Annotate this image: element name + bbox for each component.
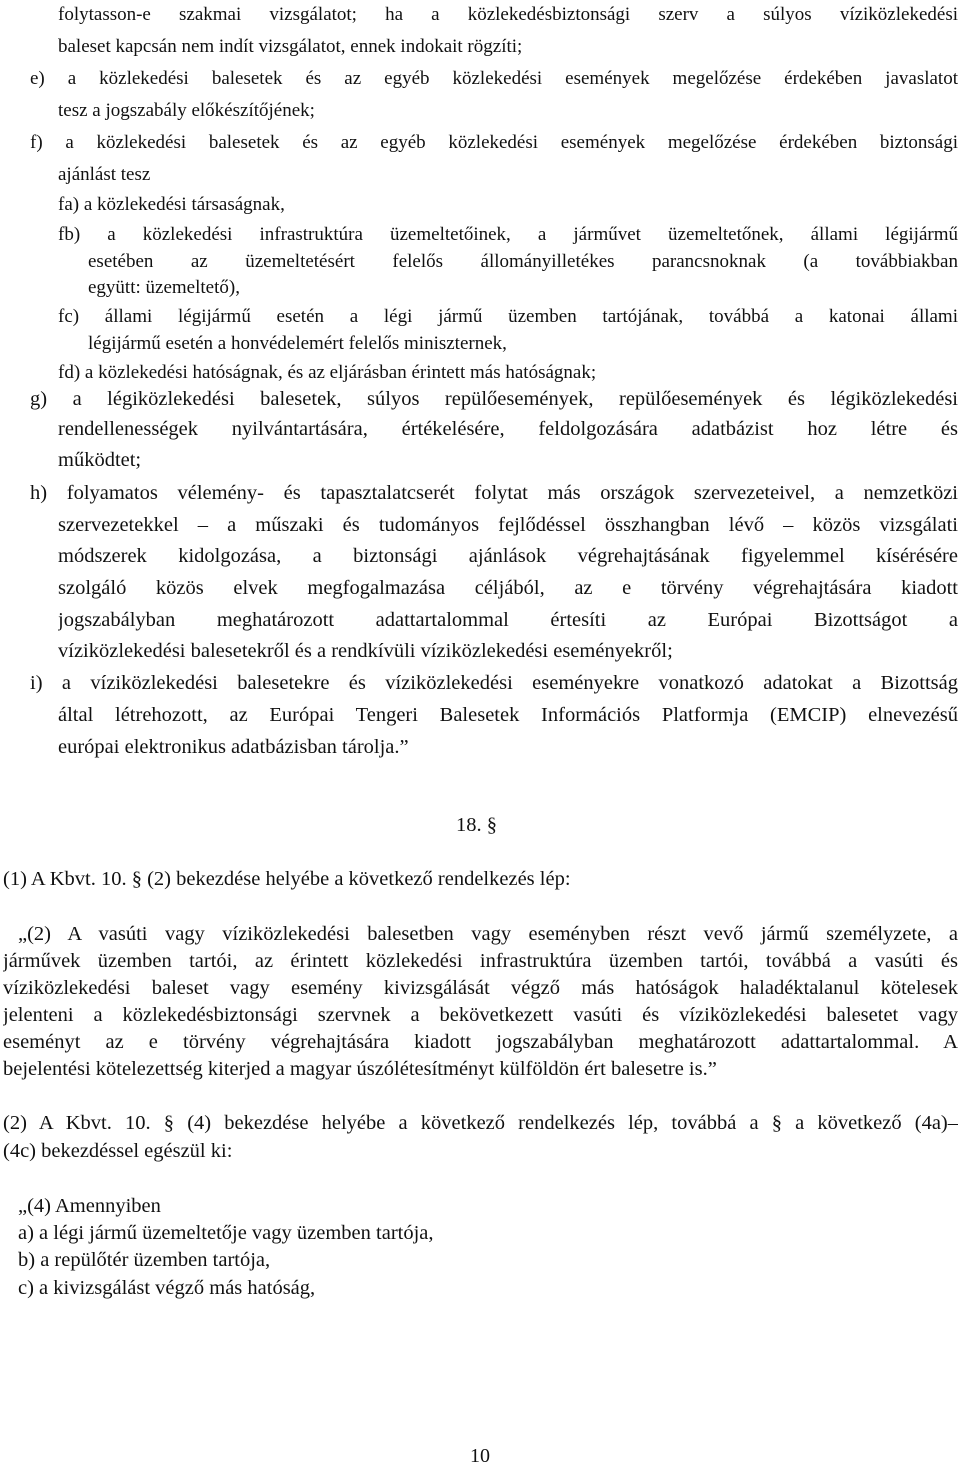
- text-line: ajánlást tesz: [58, 164, 151, 185]
- text-line: rendellenességek nyilvántartására, értékelésére, feldolgozására adatbázist hoz létre és: [58, 419, 958, 440]
- text-line: c) a kivizsgálást végző más hatóság,: [18, 1277, 316, 1299]
- text-line: (1) A Kbvt. 10. § (2) bekezdése helyébe a következő rendelkezés lép:: [3, 868, 571, 890]
- text-line: működtet;: [58, 449, 142, 471]
- text-line: járművek üzemben tartói, az érintett közlekedési infrastruktúra üzemben tartói, továbbá a vasúti és: [3, 951, 958, 972]
- text-line: fb) a közlekedési infrastruktúra üzemeltetőinek, a járművet üzemeltetőnek, állami légijármű: [58, 225, 958, 245]
- text-line: víziközlekedési balesetekről és a rendkívüli víziközlekedési eseményekről;: [58, 640, 673, 662]
- text-line: baleset kapcsán nem indít vizsgálatot, ennek indokait rögzíti;: [58, 36, 523, 57]
- text-line: g) a légiközlekedési balesetek, súlyos repülőesemények, repülőesemények és légiközlekedési: [30, 389, 958, 410]
- text-line: légijármű esetén a honvédelemért felelős miniszternek,: [88, 333, 507, 354]
- text-line: jelenteni a közlekedésbiztonsági szervnek a bekövetkezett vasúti és víziközlekedési balesetet vagy: [3, 1005, 958, 1026]
- text-line: szervezetekkel – a műszaki és tudományos fejlődéssel összhangban lévő – közös vizsgálati: [58, 515, 958, 536]
- text-line: fd) a közlekedési hatóságnak, és az eljárásban érintett más hatóságnak;: [58, 362, 597, 383]
- text-line: tesz a jogszabály előkészítőjének;: [58, 100, 315, 121]
- text-line: víziközlekedési baleset vagy esemény kivizsgálását végző más hatóságok haladéktalanul kötelesek: [3, 978, 958, 999]
- text-line: jogszabályban meghatározott adattartalommal értesíti az Európai Bizottságot a: [58, 610, 958, 631]
- text-line: szolgáló közös elvek megfogalmazása céljából, az e törvény végrehajtására kiadott: [58, 578, 958, 599]
- text-line: együtt: üzemeltető),: [88, 277, 240, 298]
- text-line: (2) A Kbvt. 10. § (4) bekezdése helyébe a következő rendelkezés lép, továbbá a § a következő (4a)–: [3, 1113, 958, 1134]
- text-line: európai elektronikus adatbázisban tárolja.”: [58, 736, 409, 758]
- page-number: 10: [470, 1445, 490, 1467]
- text-line: fa) a közlekedési társaságnak,: [58, 194, 285, 215]
- text-line: „(2) A vasúti vagy víziközlekedési balesetben vagy eseményben részt vevő jármű személyzete, a: [18, 924, 958, 945]
- text-line: eseményt az e törvény végrehajtására kiadott jogszabályban meghatározott adattartalommal. A: [3, 1032, 958, 1053]
- text-line: h) folyamatos vélemény- és tapasztalatcserét folytat más országok szervezeteivel, a nemzetközi: [30, 483, 958, 504]
- text-line: i) a víziközlekedési balesetekre és víziközlekedési eseményekre vonatkozó adatokat a Bizottság: [30, 673, 958, 694]
- section-heading: 18. §: [456, 814, 497, 836]
- text-line: folytasson-e szakmai vizsgálatot; ha a közlekedésbiztonsági szerv a súlyos víziközlekedési: [58, 5, 958, 25]
- text-line: (4c) bekezdéssel egészül ki:: [3, 1140, 233, 1162]
- text-line: bejelentési kötelezettség kiterjed a magyar úszólétesítményt külföldön ért balesetre is.”: [3, 1058, 717, 1080]
- text-line: b) a repülőtér üzemben tartója,: [18, 1249, 271, 1271]
- text-line: a) a légi jármű üzemeltetője vagy üzemben tartója,: [18, 1222, 434, 1244]
- text-line: esetében az üzemeltetésért felelős állományilletékes parancsnoknak (a továbbiakban: [88, 252, 958, 272]
- text-line: „(4) Amennyiben: [18, 1195, 161, 1217]
- text-line: módszerek kidolgozása, a biztonsági ajánlások végrehajtásának figyelemmel kísérésére: [58, 546, 958, 567]
- text-line: által létrehozott, az Európai Tengeri Balesetek Információs Platformja (EMCIP) elnevezésű: [58, 705, 958, 726]
- text-line: e) a közlekedési balesetek és az egyéb közlekedési események megelőzése érdekében javaslatot: [30, 69, 958, 89]
- text-line: f) a közlekedési balesetek és az egyéb közlekedési események megelőzése érdekében biztonsági: [30, 133, 958, 153]
- text-line: fc) állami légijármű esetén a légi jármű üzemben tartójának, továbbá a katonai állami: [58, 307, 958, 327]
